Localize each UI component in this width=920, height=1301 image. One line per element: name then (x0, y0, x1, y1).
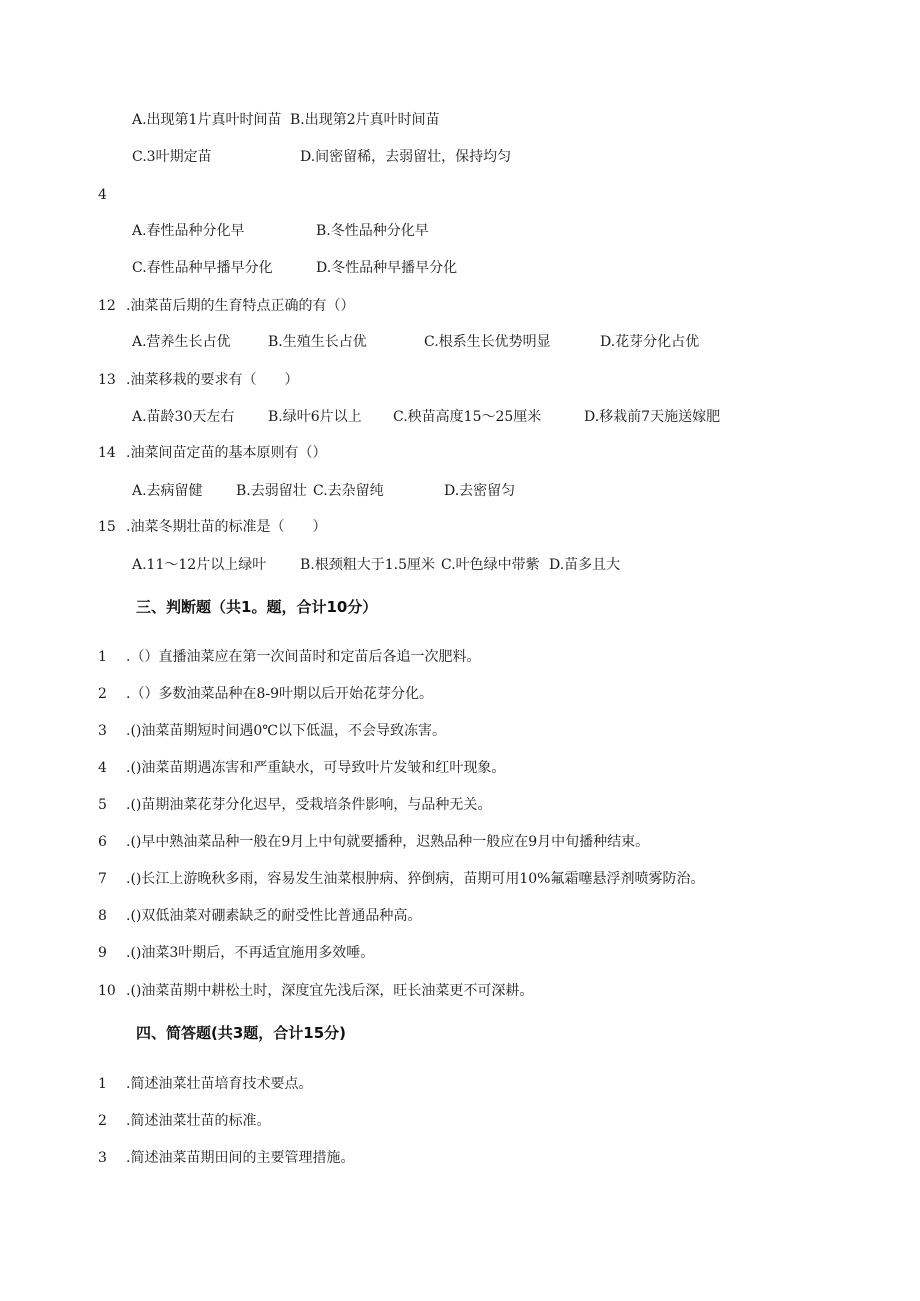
q14-option-c: C.去杂留纯 (313, 483, 384, 499)
q13-option-b: B.绿叶6片以上 (268, 409, 362, 425)
q10-option-b: B.出现第2片真叶时间苗 (290, 112, 440, 128)
section-heading-judgement: 三、判断题（共1。题，合计10分） (136, 598, 378, 616)
q13-option-a: A.苗龄30天左右 (132, 409, 235, 425)
item-text: .()油菜3叶期后，不再适宜施用多效唾。 (126, 945, 375, 961)
item-text: .()苗期油菜花芽分化迟早，受栽培条件影响，与品种无关。 (126, 797, 492, 813)
question-text: .油菜冬期壮苗的标准是（ ） (126, 519, 327, 535)
q11-option-d: D.冬性品种早播早分化 (316, 260, 458, 276)
q11-option-c: C.春性品种早播早分化 (132, 260, 273, 276)
judgement-item-5 (98, 795, 491, 815)
question-15 (98, 517, 326, 537)
item-number: 6 (98, 834, 107, 850)
question-text: .油菜移栽的要求有（ ） (126, 372, 299, 388)
item-text: .()长江上游晚秋多雨，容易发生油菜根肿病、猝倒病，苗期可用10%氟霜噻悬浮剂喷雾防治。 (126, 871, 705, 887)
q10-option-d: D.间密留稀，去弱留壮，保持均匀 (300, 149, 512, 165)
item-number: 3 (98, 723, 107, 739)
question-number: 12 (98, 298, 116, 314)
question-14 (98, 443, 326, 463)
item-number: 4 (98, 760, 107, 776)
judgement-item-2 (98, 684, 433, 704)
item-text: .()油菜苗期短时间遇0℃以下低温，不会导致冻害。 (126, 723, 446, 739)
judgement-item-8 (98, 906, 421, 926)
question-text: .油菜间苗定苗的基本原则有（） (126, 445, 327, 461)
q12-option-d: D.花芽分化占优 (600, 334, 700, 350)
q15-option-c: C.叶色绿中带紫 (441, 557, 540, 573)
judgement-item-10 (98, 981, 533, 1001)
question-number: 14 (98, 445, 116, 461)
q15-option-a: A.11～12片以上绿叶 (132, 557, 267, 573)
question-number: 15 (98, 519, 116, 535)
q10-option-c: C.3叶期定苗 (132, 149, 212, 165)
question-text: .油菜苗后期的生育特点正确的有（） (126, 298, 355, 314)
question-13 (98, 370, 298, 390)
item-text: .简述油菜苗期田间的主要管理措施。 (126, 1150, 355, 1166)
q13-option-d: D.移栽前7天施送嫁肥 (584, 409, 721, 425)
q14-option-b: B.去弱留壮 (236, 483, 307, 499)
item-text: .（）多数油菜品种在8-9叶期以后开始花芽分化。 (126, 686, 433, 702)
item-text: .简述油菜壮苗培育技术要点。 (126, 1076, 313, 1092)
q12-option-c: C.根系生长优势明显 (424, 334, 551, 350)
judgement-item-3 (98, 721, 446, 741)
item-text: .()油菜苗期遇冻害和严重缺水，可导致叶片发皱和红叶现象。 (126, 760, 506, 776)
item-text: .（）直播油菜应在第一次间苗时和定苗后各追一次肥料。 (126, 649, 481, 665)
short-answer-item-3 (98, 1148, 354, 1168)
item-text: .()早中熟油菜品种一般在9月上中旬就要播种，迟熟品种一般应在9月中旬播种结束。 (126, 834, 650, 850)
item-number: 3 (98, 1150, 107, 1166)
item-text: .()双低油菜对硼素缺乏的耐受性比普通品种高。 (126, 908, 422, 924)
item-text: .简述油菜壮苗的标准。 (126, 1113, 271, 1129)
q12-option-a: A.营养生长占优 (132, 334, 231, 350)
q12-option-b: B.生殖生长占优 (268, 334, 367, 350)
q15-option-b: B.根颈粗大于1.5厘米 (300, 557, 436, 573)
section-heading-short-answer: 四、简答题(共3题，合计15分) (136, 1024, 347, 1042)
item-number: 7 (98, 871, 107, 887)
item-number: 2 (98, 686, 107, 702)
question-12 (98, 296, 354, 316)
item-number: 9 (98, 945, 107, 961)
q15-option-d: D.苗多且大 (549, 557, 621, 573)
q11-option-a: A.春性品种分化早 (132, 223, 245, 239)
short-answer-item-2 (98, 1111, 270, 1131)
judgement-item-1 (98, 647, 480, 667)
stray-question-number: 4 (98, 187, 107, 203)
item-number: 10 (98, 983, 116, 999)
judgement-item-4 (98, 758, 505, 778)
q14-option-d: D.去密留匀 (444, 483, 516, 499)
q11-option-b: B.冬性品种分化早 (316, 223, 429, 239)
item-text: .()油菜苗期中耕松土时，深度宜先浅后深，旺长油菜更不可深耕。 (126, 983, 534, 999)
judgement-item-7 (98, 869, 705, 889)
short-answer-item-1 (98, 1074, 312, 1094)
item-number: 2 (98, 1113, 107, 1129)
item-number: 1 (98, 649, 107, 665)
item-number: 1 (98, 1076, 107, 1092)
item-number: 5 (98, 797, 107, 813)
question-number: 13 (98, 372, 116, 388)
q14-option-a: A.去病留健 (132, 483, 203, 499)
judgement-item-9 (98, 943, 374, 963)
item-number: 8 (98, 908, 107, 924)
judgement-item-6 (98, 832, 649, 852)
q13-option-c: C.秧苗高度15～25厘米 (393, 409, 542, 425)
q10-option-a: A.出现第1片真叶时间苗 (132, 112, 282, 128)
